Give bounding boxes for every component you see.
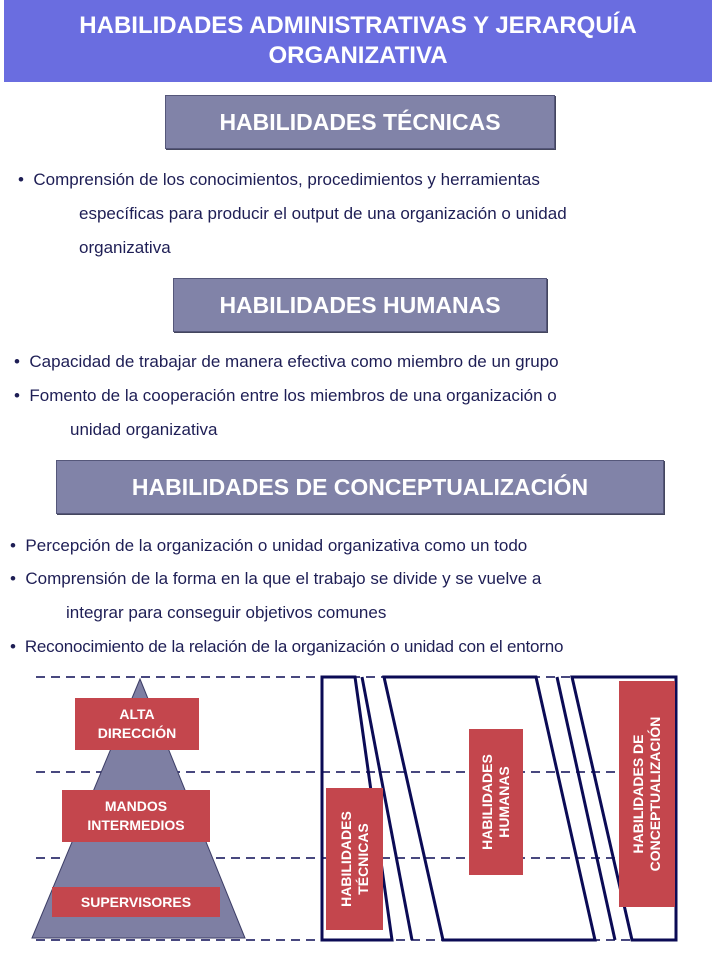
bullet-text: Fomento de la cooperación entre los miembros de una organización o <box>29 386 557 405</box>
section-heading-humanas <box>173 278 547 332</box>
level-label-mandos-intermedios <box>62 790 210 842</box>
skill-label-tecnicas-text <box>338 811 372 907</box>
bullet-dot: • <box>18 170 24 189</box>
bullet-dot: • <box>14 386 20 405</box>
skill-label-line: HABILIDADES <box>337 811 354 907</box>
bullet-tecnicas-1-cont2: organizativa <box>79 238 171 257</box>
section-heading-tecnicas-label: HABILIDADES TÉCNICAS <box>219 108 501 135</box>
title-banner <box>4 0 712 82</box>
bullet-humanas-1 <box>14 345 559 379</box>
page-title: HABILIDADES ADMINISTRATIVAS Y JERARQUÍA ORGANIZATIVA <box>79 12 637 69</box>
bullet-conceptualizacion-3 <box>10 630 563 664</box>
level-label-alta-direccion <box>75 698 199 750</box>
level-label-supervisores-text: SUPERVISORES <box>80 893 192 910</box>
bullet-dot: • <box>10 536 16 555</box>
bullet-dot: • <box>10 569 16 588</box>
skill-label-line: HABILIDADES <box>479 754 495 850</box>
skill-label-tecnicas <box>326 788 383 930</box>
skill-label-humanas-text <box>479 754 513 850</box>
bullet-humanas-2 <box>14 379 557 413</box>
bullet-text: Comprensión de la forma en la que el trabajo se divide y se vuelve a <box>25 569 542 588</box>
bullet-dot: • <box>10 637 16 656</box>
section-heading-humanas-label: HABILIDADES HUMANAS <box>219 291 501 318</box>
bullet-text: Reconocimiento de la relación de la organización o unidad con el entorno <box>24 637 564 656</box>
bullet-tecnicas-1-cont1: específicas para producir el output de una organización o unidad <box>79 204 567 223</box>
level-label-supervisores <box>52 887 220 917</box>
level-label-alta-direccion-text: ALTA DIRECCIÓN <box>97 706 177 741</box>
bullet-tecnicas-1 <box>18 163 540 197</box>
skill-label-line: CONCEPTUALIZACIÓN <box>647 716 663 872</box>
skill-label-humanas <box>469 729 523 875</box>
skill-label-line: HUMANAS <box>496 766 512 838</box>
bullet-text: Capacidad de trabajar de manera efectiva como miembro de un grupo <box>29 352 559 371</box>
section-heading-tecnicas <box>165 95 555 149</box>
level-label-mandos-intermedios-text: MANDOS INTERMEDIOS <box>87 798 185 833</box>
skill-label-conceptualizacion-text <box>630 717 664 872</box>
section-heading-conceptualizacion <box>56 460 664 514</box>
bullet-dot: • <box>14 352 20 371</box>
section-heading-conceptualizacion-label: HABILIDADES DE CONCEPTUALIZACIÓN <box>131 473 589 500</box>
bullet-conceptualizacion-1 <box>10 529 527 563</box>
bullet-conceptualizacion-2-cont: integrar para conseguir objetivos comunes <box>66 603 387 622</box>
bullet-conceptualizacion-2 <box>10 562 541 596</box>
skill-label-line: HABILIDADES DE <box>630 734 646 854</box>
bullet-text: Comprensión de los conocimientos, procedimientos y herramientas <box>33 170 540 189</box>
bullet-humanas-2-cont: unidad organizativa <box>70 420 218 439</box>
bullet-text: Percepción de la organización o unidad organizativa como un todo <box>25 536 528 555</box>
skill-label-line: TÉCNICAS <box>354 823 371 895</box>
skill-label-conceptualizacion <box>619 681 675 907</box>
